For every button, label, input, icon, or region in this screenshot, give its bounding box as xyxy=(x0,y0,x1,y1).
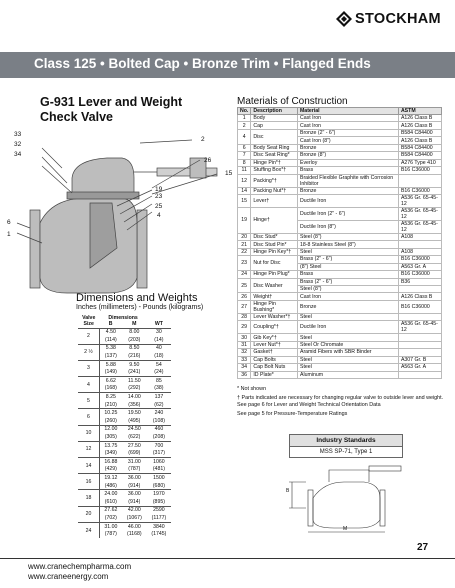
part-astm: A536 Gr. 65-45-12 xyxy=(398,207,441,220)
dim-wt_kg: (18) xyxy=(154,353,164,360)
dim-m-inch: 36.00 xyxy=(122,474,147,482)
dim-m_mm: (699) xyxy=(128,450,141,457)
part-material: Braided Flexible Graphite with Corrosion Inhibitor xyxy=(297,174,398,187)
part-astm: A307 Gr. B xyxy=(398,356,441,363)
dim-wt_kg: (208) xyxy=(152,434,165,441)
materials-table xyxy=(237,107,442,379)
dim-m-inch: 8.00 xyxy=(122,328,147,336)
part-number: 36 xyxy=(238,371,251,378)
part-number: 29 xyxy=(238,321,251,334)
materials-row xyxy=(238,115,442,122)
valve-size: 18 xyxy=(78,490,99,506)
part-description: Lever† xyxy=(251,194,298,207)
part-astm xyxy=(398,174,441,187)
head-wt: WT xyxy=(147,321,171,328)
title-line-1: G-931 Lever and Weight xyxy=(40,95,183,109)
part-astm: B36 xyxy=(398,278,441,285)
dim-m_mm: (1067) xyxy=(126,514,142,521)
materials-row xyxy=(238,174,442,187)
part-material: Steel xyxy=(297,334,398,341)
dim-b-inch: 6.62 xyxy=(99,377,121,385)
materials-row xyxy=(238,159,442,166)
dim-m-inch: 19.50 xyxy=(122,409,147,417)
materials-row xyxy=(238,129,442,136)
dim-wt-inch: 40 xyxy=(147,344,171,352)
dim-b_mm: (486) xyxy=(104,482,117,489)
dim-m_mm: (241) xyxy=(128,369,141,376)
part-material: Steel (8") xyxy=(297,286,398,293)
part-material: (8") Steel xyxy=(297,263,398,270)
part-astm xyxy=(398,241,441,248)
dimensions-row xyxy=(78,328,171,336)
dim-b-inch: 27.62 xyxy=(99,506,121,514)
part-material: Brass (2" - 6") xyxy=(297,256,398,263)
valve-size: 4 xyxy=(78,377,99,393)
dimensions-row xyxy=(78,425,171,433)
part-astm: A126 Class B xyxy=(398,293,441,300)
part-number: 28 xyxy=(238,313,251,320)
part-astm: A536 Gr. 65-45-12 xyxy=(398,321,441,334)
dimension-label-b: B xyxy=(286,488,290,494)
part-number: 8 xyxy=(238,159,251,166)
head-m: M xyxy=(122,321,147,328)
part-description: Cap xyxy=(251,122,298,129)
part-material: Steel xyxy=(297,356,398,363)
part-description: Packing*† xyxy=(251,174,298,187)
valve-size: 3 xyxy=(78,360,99,376)
dim-m-inch: 11.50 xyxy=(122,377,147,385)
part-material: Bronze xyxy=(297,187,398,194)
part-astm: B16 C36000 xyxy=(398,187,441,194)
part-description: Packing Nut*† xyxy=(251,187,298,194)
part-astm xyxy=(398,313,441,320)
dim-wt_kg: (14) xyxy=(154,336,164,343)
callout-33: 33 xyxy=(14,131,22,138)
part-astm xyxy=(398,334,441,341)
dim-wt-inch: 85 xyxy=(147,377,171,385)
dimensions-row xyxy=(78,522,171,530)
materials-row xyxy=(238,248,442,255)
dimensions-row xyxy=(78,441,171,449)
dim-m_mm: (914) xyxy=(128,498,141,505)
part-number: 11 xyxy=(238,167,251,174)
dim-m_mm: (1168) xyxy=(127,531,142,538)
head-description: Description xyxy=(251,108,298,115)
dim-wt-inch: 1060 xyxy=(147,458,171,466)
dim-wt-inch: 700 xyxy=(147,441,171,449)
industry-standards-box xyxy=(289,434,403,458)
callout-15: 15 xyxy=(225,170,233,177)
part-number: 27 xyxy=(238,300,251,313)
part-number: 7 xyxy=(238,152,251,159)
part-material: Cast Iron xyxy=(297,293,398,300)
part-astm: A276 Type 410 xyxy=(398,159,441,166)
materials-row xyxy=(238,321,442,334)
head-astm: ASTM xyxy=(398,108,441,115)
part-astm: B584 C84400 xyxy=(398,152,441,159)
dimensions-row xyxy=(78,409,171,417)
part-material: Bronze xyxy=(297,300,398,313)
part-number: 4 xyxy=(238,129,251,144)
part-material: Ductile Iron xyxy=(297,194,398,207)
part-material: Ductile Iron xyxy=(297,321,398,334)
materials-row xyxy=(238,271,442,278)
dim-wt_kg: (24) xyxy=(154,369,164,376)
part-material: Steel Or Chromate xyxy=(297,341,398,348)
part-description: Hinge Pin Plug* xyxy=(251,271,298,278)
part-number: 20 xyxy=(238,233,251,240)
industry-standards-value: MSS SP-71, Type 1 xyxy=(319,449,373,455)
dim-m_mm: (495) xyxy=(128,417,141,424)
callout-32: 32 xyxy=(14,141,22,148)
dim-m-inch: 9.50 xyxy=(122,360,147,368)
part-astm: A126 Class B xyxy=(398,137,441,144)
part-material: Bronze (2" - 6") xyxy=(297,129,398,136)
dim-wt-inch: 1970 xyxy=(147,490,171,498)
dim-m-inch: 31.00 xyxy=(122,458,147,466)
part-description: Hinge Pin*† xyxy=(251,159,298,166)
part-astm xyxy=(398,349,441,356)
part-material: Aramid Fibers with SBR Binder xyxy=(297,349,398,356)
head-valve: Valve xyxy=(82,314,96,321)
dim-wt_kg: (108) xyxy=(152,417,165,424)
dim-m-inch: 24.50 xyxy=(122,425,147,433)
dim-wt_kg: (62) xyxy=(154,401,164,408)
materials-row xyxy=(238,144,442,151)
materials-row xyxy=(238,313,442,320)
product-title xyxy=(40,95,230,125)
part-material: 18-8 Stainless Steel (8") xyxy=(297,241,398,248)
dimensions-row xyxy=(78,344,171,352)
logo-mark-icon xyxy=(336,11,352,27)
dim-b-inch: 19.12 xyxy=(99,474,121,482)
dim-b-inch: 4.50 xyxy=(99,328,121,336)
dim-wt-inch: 1500 xyxy=(147,474,171,482)
part-number: 24 xyxy=(238,271,251,278)
materials-row xyxy=(238,152,442,159)
callout-23: 23 xyxy=(155,193,163,200)
part-number: 34 xyxy=(238,364,251,371)
part-description: Hinge Pin Bushing* xyxy=(251,300,298,313)
part-number: 2 xyxy=(238,122,251,129)
dimensions-title: Dimensions and Weights xyxy=(76,292,198,304)
dim-b_mm: (305) xyxy=(104,434,117,441)
part-number: 12 xyxy=(238,174,251,187)
dim-m_mm: (292) xyxy=(128,385,141,392)
head-b: B xyxy=(99,321,121,328)
dim-b-inch: 12.00 xyxy=(99,425,121,433)
notes xyxy=(237,386,445,420)
part-material: Cast Iron (8") xyxy=(297,137,398,144)
materials-row xyxy=(238,349,442,356)
part-astm: A126 Class B xyxy=(398,115,441,122)
materials-row xyxy=(238,278,442,285)
dim-m_mm: (914) xyxy=(128,482,141,489)
note-dagger: † Parts indicated are necessary for changing regular valve to outside lever and weight. See page 6 for Lever and Weight Technical Orientation Data xyxy=(237,395,444,408)
dim-wt-inch: 3840 xyxy=(147,522,171,530)
part-description: Cap Bolts xyxy=(251,356,298,363)
materials-row xyxy=(238,356,442,363)
part-description: Body Seat Ring xyxy=(251,144,298,151)
part-material: Steel xyxy=(297,248,398,255)
footer-divider xyxy=(0,558,455,559)
valve-size: 12 xyxy=(78,441,99,457)
part-number: 26 xyxy=(238,293,251,300)
callout-2: 2 xyxy=(201,136,205,143)
part-material: Ductile Iron (8") xyxy=(297,220,398,233)
materials-row xyxy=(238,207,442,220)
part-number: 30 xyxy=(238,334,251,341)
dim-wt-inch: 30 xyxy=(147,328,171,336)
dim-b-inch: 10.25 xyxy=(99,409,121,417)
valve-cross-section-drawing xyxy=(12,128,237,298)
materials-row xyxy=(238,241,442,248)
banner-text: Class 125 • Bolted Cap • Bronze Trim • Flanged Ends xyxy=(34,56,371,71)
callout-6: 6 xyxy=(7,219,11,226)
dim-b_mm: (168) xyxy=(104,385,117,392)
part-material: Aluminum xyxy=(297,371,398,378)
part-description: Lever Nut*† xyxy=(251,341,298,348)
callout-25: 25 xyxy=(155,203,163,210)
part-astm xyxy=(398,341,441,348)
materials-row xyxy=(238,293,442,300)
materials-row xyxy=(238,300,442,313)
dim-m-inch: 27.50 xyxy=(122,441,147,449)
note-not-shown: * Not shown xyxy=(237,386,267,392)
title-line-2: Check Valve xyxy=(40,110,113,124)
part-number: 23 xyxy=(238,256,251,271)
dimensions-row xyxy=(78,377,171,385)
callout-1: 1 xyxy=(7,231,11,238)
dim-m_mm: (622) xyxy=(128,434,141,441)
dim-wt-inch: 240 xyxy=(147,409,171,417)
dim-b_mm: (137) xyxy=(104,353,117,360)
part-material: Brass (2" - 6") xyxy=(297,278,398,285)
part-astm: B584 C84400 xyxy=(398,144,441,151)
materials-row xyxy=(238,371,442,378)
part-number: 1 xyxy=(238,115,251,122)
materials-row xyxy=(238,334,442,341)
dim-b-inch: 24.00 xyxy=(99,490,121,498)
part-astm: B16 C36000 xyxy=(398,271,441,278)
part-material: Bronze (8") xyxy=(297,152,398,159)
footer-url-energy[interactable]: www.craneenergy.com xyxy=(28,572,109,581)
part-material: Brass xyxy=(297,167,398,174)
dim-wt_kg: (317) xyxy=(152,450,165,457)
materials-row xyxy=(238,364,442,371)
callout-26: 26 xyxy=(204,157,212,164)
dim-m-inch: 46.00 xyxy=(122,522,147,530)
materials-title: Materials of Construction xyxy=(237,96,348,107)
head-dimensions: Dimensions xyxy=(108,314,138,321)
part-number: 6 xyxy=(238,144,251,151)
materials-row xyxy=(238,233,442,240)
callout-4: 4 xyxy=(157,212,161,219)
dim-b_mm: (210) xyxy=(104,401,117,408)
part-astm: A536 Gr. 65-45-12 xyxy=(398,194,441,207)
head-no: No. xyxy=(238,108,251,115)
page-number: 27 xyxy=(417,542,429,553)
part-description: Disc Stud Pin* xyxy=(251,241,298,248)
part-number: 31 xyxy=(238,341,251,348)
dimensions-row xyxy=(78,393,171,401)
dim-m-inch: 42.00 xyxy=(122,506,147,514)
materials-row xyxy=(238,187,442,194)
dim-m_mm: (216) xyxy=(128,353,141,360)
part-astm: B16 C36000 xyxy=(398,300,441,313)
footer-url-chempharma[interactable]: www.cranechempharma.com xyxy=(28,562,132,571)
part-astm xyxy=(398,371,441,378)
dim-b-inch: 16.88 xyxy=(99,458,121,466)
dim-b_mm: (260) xyxy=(104,417,117,424)
dim-wt_kg: (1745) xyxy=(151,531,167,538)
dim-b_mm: (787) xyxy=(104,531,117,538)
stockham-logo xyxy=(336,10,448,28)
dimensions-row xyxy=(78,474,171,482)
dimension-label-m: M xyxy=(343,526,348,532)
materials-row xyxy=(238,256,442,263)
part-material: Steel (8") xyxy=(297,233,398,240)
part-description: Nut for Disc xyxy=(251,256,298,271)
part-description: Hinge Pin Key*† xyxy=(251,248,298,255)
industry-standards-head: Industry Standards xyxy=(290,435,402,447)
dim-b_mm: (702) xyxy=(104,514,117,521)
part-material: Everloy xyxy=(297,159,398,166)
head-size: Size xyxy=(78,321,99,328)
dim-m-inch: 8.50 xyxy=(122,344,147,352)
header-banner xyxy=(0,52,455,78)
dim-wt_kg: (481) xyxy=(152,466,165,473)
dim-m-inch: 14.00 xyxy=(122,393,147,401)
valve-size: 2 ½ xyxy=(78,344,99,360)
materials-row xyxy=(238,341,442,348)
part-number: 33 xyxy=(238,356,251,363)
part-number: 15 xyxy=(238,194,251,207)
dim-wt_kg: (680) xyxy=(152,482,165,489)
part-material: Cast Iron xyxy=(297,115,398,122)
part-description: Hinge† xyxy=(251,207,298,233)
valve-size: 16 xyxy=(78,474,99,490)
dim-m-inch: 36.00 xyxy=(122,490,147,498)
valve-size: 10 xyxy=(78,425,99,441)
part-description: Disc Washer xyxy=(251,278,298,293)
dim-wt_kg: (1177) xyxy=(151,514,167,521)
note-pressure: See page 5 for Pressure-Temperature Ratings xyxy=(237,411,348,417)
part-number: 21 xyxy=(238,241,251,248)
part-number: 19 xyxy=(238,207,251,233)
dimensions-row xyxy=(78,506,171,514)
part-description: ID Plate* xyxy=(251,371,298,378)
part-astm xyxy=(398,286,441,293)
dim-b_mm: (149) xyxy=(104,369,117,376)
dim-b-inch: 8.25 xyxy=(99,393,121,401)
part-astm: A108 xyxy=(398,248,441,255)
part-description: Lever Washer*† xyxy=(251,313,298,320)
part-astm: A108 xyxy=(398,233,441,240)
part-material: Cast Iron xyxy=(297,122,398,129)
part-description: Stuffing Box*† xyxy=(251,167,298,174)
part-material: Bronze xyxy=(297,144,398,151)
dim-b-inch: 5.88 xyxy=(99,360,121,368)
dim-b-inch: 31.00 xyxy=(99,522,121,530)
part-astm: B584 C84400 xyxy=(398,129,441,136)
dimension-diagram xyxy=(284,460,404,536)
valve-size: 2 xyxy=(78,328,99,344)
valve-size: 24 xyxy=(78,522,99,538)
part-description: Coupling*† xyxy=(251,321,298,334)
part-material: Ductile Iron (2" - 6") xyxy=(297,207,398,220)
callout-19: 19 xyxy=(155,186,163,193)
valve-size: 6 xyxy=(78,409,99,425)
part-material: Steel xyxy=(297,313,398,320)
dim-wt-inch: 137 xyxy=(147,393,171,401)
dimensions-row xyxy=(78,458,171,466)
dim-m_mm: (203) xyxy=(128,336,141,343)
valve-size: 14 xyxy=(78,458,99,474)
valve-size: 20 xyxy=(78,506,99,522)
dim-m_mm: (787) xyxy=(128,466,141,473)
dimensions-row xyxy=(78,360,171,368)
part-number: 22 xyxy=(238,248,251,255)
part-number: 14 xyxy=(238,187,251,194)
callout-34: 34 xyxy=(14,151,22,158)
dim-b-inch: 13.75 xyxy=(99,441,121,449)
materials-row xyxy=(238,122,442,129)
part-number: 25 xyxy=(238,278,251,293)
part-description: Gasket† xyxy=(251,349,298,356)
part-description: Cap Bolt Nuts xyxy=(251,364,298,371)
dimensions-row xyxy=(78,490,171,498)
part-description: Weight† xyxy=(251,293,298,300)
dimensions-table xyxy=(78,314,171,538)
part-description: Gib Key*† xyxy=(251,334,298,341)
part-astm: A563 Gr. A xyxy=(398,364,441,371)
part-material: Steel xyxy=(297,364,398,371)
part-description: Disc Stud* xyxy=(251,233,298,240)
dim-b_mm: (610) xyxy=(104,498,117,505)
dim-wt-inch: 460 xyxy=(147,425,171,433)
part-astm: B16 C36000 xyxy=(398,167,441,174)
dim-b-inch: 5.38 xyxy=(99,344,121,352)
dimensions-subtitle: Inches (millimeters) - Pounds (kilograms) xyxy=(76,304,204,311)
dim-b_mm: (429) xyxy=(104,466,117,473)
dim-m_mm: (356) xyxy=(128,401,141,408)
dim-wt_kg: (895) xyxy=(152,498,165,505)
part-number: 32 xyxy=(238,349,251,356)
dim-b_mm: (349) xyxy=(104,450,117,457)
part-description: Disc xyxy=(251,129,298,144)
dim-wt_kg: (38) xyxy=(154,385,164,392)
part-description: Disc Seat Ring* xyxy=(251,152,298,159)
materials-row xyxy=(238,194,442,207)
part-astm: A563 Gr. A xyxy=(398,263,441,270)
brand-name: STOCKHAM xyxy=(355,11,441,27)
head-material: Material xyxy=(297,108,398,115)
part-astm: B16 C36000 xyxy=(398,256,441,263)
part-astm: A126 Class B xyxy=(398,122,441,129)
dim-wt-inch: 54 xyxy=(147,360,171,368)
valve-size: 5 xyxy=(78,393,99,409)
part-material: Brass xyxy=(297,271,398,278)
dim-b_mm: (114) xyxy=(104,336,117,343)
part-description: Body xyxy=(251,115,298,122)
materials-row xyxy=(238,167,442,174)
part-astm: A536 Gr. 65-45-12 xyxy=(398,220,441,233)
dim-wt-inch: 2590 xyxy=(147,506,171,514)
